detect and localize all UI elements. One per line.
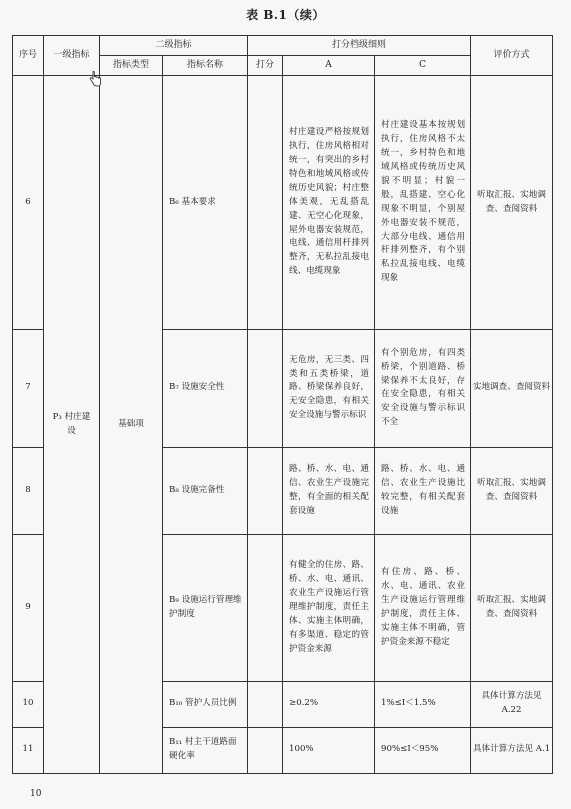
- grade-c-text: 路、桥、水、电、通信、农业生产设施比较完整，有相关配套设施: [375, 447, 471, 534]
- method-cell: 听取汇报、实地调查、查阅资料: [471, 535, 553, 682]
- grade-a-text: 100%: [283, 727, 375, 773]
- grade-a-text: 村庄建设严格按规划执行，住房风格相对统一，有突出的乡村特色和地域风格或传统历史风貌；村庄整体美观，无乱搭乱建、无空心化现象，屋外电器安装规范，电线、通信用杆排列整齐，无私拉乱接电线、电缆现象: [283, 76, 375, 330]
- grade-c-text: 有住房、路、桥、水、电、通讯、农业生产设施运行管理维护制度，责任主体、实施主体不明确，管护资金来源不稳定: [375, 535, 471, 682]
- indicator-name: B₈ 设施完备性: [163, 447, 248, 534]
- header-indicator-type: 指标类型: [100, 56, 163, 76]
- table-row: [13, 76, 553, 330]
- grade-c-text: 90%≤I＜95%: [375, 727, 471, 773]
- grade-a-text: ≥0.2%: [283, 681, 375, 727]
- indicator-name: B₉ 设施运行管理维护制度: [163, 535, 248, 682]
- indicator-name: B₇ 设施安全性: [163, 330, 248, 447]
- method-cell: 实地调查、查阅资料: [471, 330, 553, 447]
- evaluation-table: [12, 35, 553, 774]
- hand-cursor-icon: [89, 71, 101, 87]
- grade-a-text: 有健全的住房、路、桥、水、电、通讯、农业生产设施运行管理维护制度，责任主体、实施主体明确，有多渠道、稳定的管护资金来源: [283, 535, 375, 682]
- header-grade-c: C: [375, 56, 471, 76]
- indicator-name: B₁₀ 管护人员比例: [163, 681, 248, 727]
- header-method: 评价方式: [471, 36, 553, 76]
- score-cell: [248, 76, 283, 330]
- row-seq: 6: [13, 76, 44, 330]
- row-seq: 11: [13, 727, 44, 773]
- header-grade-a: A: [283, 56, 375, 76]
- method-cell: 具体计算方法见 A.1: [471, 727, 553, 773]
- score-cell: [248, 447, 283, 534]
- score-cell: [248, 330, 283, 447]
- header-level2: 二级指标: [100, 36, 248, 56]
- method-cell: 听取汇报、实地调查、查阅资料: [471, 447, 553, 534]
- header-level1: 一级指标: [44, 36, 100, 76]
- grade-c-text: 1%≤I＜1.5%: [375, 681, 471, 727]
- row-seq: 9: [13, 535, 44, 682]
- header-score: 打分: [248, 56, 283, 76]
- indicator-name: B₆ 基本要求: [163, 76, 248, 330]
- score-cell: [248, 727, 283, 773]
- row-seq: 8: [13, 447, 44, 534]
- method-cell: 具体计算方法见 A.22: [471, 681, 553, 727]
- table-title: 表 B.1（续）: [246, 8, 325, 22]
- indicator-type: 基础项: [100, 76, 163, 774]
- level1-indicator: P₃ 村庄建设: [44, 76, 100, 774]
- score-cell: [248, 535, 283, 682]
- indicator-name: B₁₁ 村主干道路面硬化率: [163, 727, 248, 773]
- header-indicator-name: 指标名称: [163, 56, 248, 76]
- grade-a-text: 无危房，无三类、四类和五类桥梁，道路、桥梁保养良好，无安全隐患，有相关安全设施与警示标识: [283, 330, 375, 447]
- page-number: 10: [30, 789, 42, 799]
- header-seq: 序号: [13, 36, 44, 76]
- grade-c-text: 有个别危房，有四类桥梁，个别道路、桥梁保养不太良好，存在安全隐患，有相关安全设施与警示标识不全: [375, 330, 471, 447]
- score-cell: [248, 681, 283, 727]
- method-cell: 听取汇报、实地调查、查阅资料: [471, 76, 553, 330]
- row-seq: 10: [13, 681, 44, 727]
- grade-c-text: 村庄建设基本按规划执行，住房风格不太统一，乡村特色和地域风格或传统历史风貌不明显；村貌一般，乱搭建、空心化现象不明显，个别屋外电器安装不规范，大部分电线、通信用杆排列整齐，有个别私拉乱接电线、电缆现象: [375, 76, 471, 330]
- header-scoring: 打分档级细则: [248, 36, 471, 56]
- row-seq: 7: [13, 330, 44, 447]
- grade-a-text: 路、桥、水、电、通信、农业生产设施完整，有全面的相关配套设施: [283, 447, 375, 534]
